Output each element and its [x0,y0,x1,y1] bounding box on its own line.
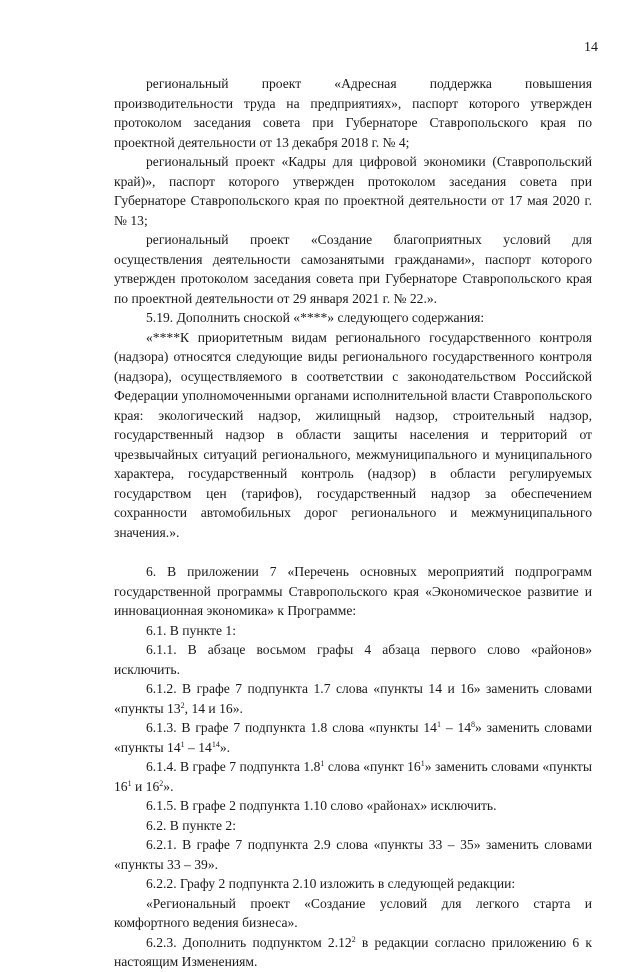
text-run: слова «пункт 16 [324,759,421,774]
paragraph-project-productivity: региональный проект «Адресная поддержка повышения производительности труда на предприятиях», паспорт которого утвержден протоколом заседания совета при Губернаторе Ставропольского края по проектной деятельности от 13 декабря 2018 г. № 4; [114,76,592,150]
paragraph-5-19: 5.19. Дополнить сноской «****» следующего содержания: [146,310,485,325]
text-run: и 16 [131,778,160,794]
text-run: 6.1.4. В графе 7 подпункта 1.8 [146,759,321,774]
paragraph-6-2: 6.2. В пункте 2: [146,817,236,833]
superscript: 2 [159,778,164,788]
page-number: 14 [584,40,598,55]
paragraph-quote-project: «Региональный проект «Создание условий для легкого старта и комфортного ведения бизнеса». [114,895,592,930]
superscript: 2 [180,700,185,710]
paragraph-footnote-text: «****К приоритетным видам регионального государственного контроля (надзора) относятся следующие виды регионального государственного контроля (надзора), осуществляемого в соответствии с законодательством Российской Федерации уполномоченными органами исполнительной власти Ставропольского края: экологический надзор, жилищный надзор, строительный надзор, государственный надзор в области защиты населения и территорий от чрезвычайных ситуаций регионального, межмуниципального и муниципального характера, государственный контроль (надзор) в области регулируемых государством цен (тарифов), государственный надзор за обеспечением сохранности автомобильных дорог регионального и межмуниципального значения.». [114,329,592,540]
superscript: 1 [127,778,132,788]
superscript: 1 [180,739,185,749]
superscript: 1 [436,720,441,729]
paragraph-6-2-2: 6.2.2. Графу 2 подпункта 2.10 изложить в следующей редакции: [146,876,516,891]
text-run: – 14 [184,739,212,755]
paragraph-6: 6. В приложении 7 «Перечень основных мероприятий подпрограмм государственной программы Ставропольского края «Экономическое развитие и инновационная экономика» к Программе: [114,564,592,618]
paragraph-6-2-1: 6.2.1. В графе 7 подпункта 2.9 слова «пункты 33 – 35» заменить словами «пункты 33 – 39». [114,837,592,872]
paragraph-project-self-employed: региональный проект «Создание благоприятных условий для осуществления деятельности самозанятыми гражданами», паспорт которого утвержден протоколом заседания совета при Губернаторе Ставропольского края по проектной деятельности от 29 января 2021 г. № 22.». [114,232,592,306]
text-run: ». [219,739,231,755]
superscript: 1 [320,759,325,768]
text-run: » заменить словами «пункты 16 [114,759,592,794]
text-run: 6.1.3. В графе 7 подпункта 1.8 слова «пункты 14 [146,720,437,735]
paragraph-6-1-1: 6.1.1. В абзаце восьмом графы 4 абзаца первого слово «районов» исключить. [114,642,592,677]
paragraph-6-1-3 [114,718,592,757]
text-run: ». [163,778,174,794]
text-run: 6.2.3. Дополнить подпунктом 2.12 [146,934,352,950]
paragraph-6-1-2 [114,679,592,718]
superscript: 14 [211,739,220,749]
superscript: 2 [351,934,356,944]
paragraph-project-digital-staff: региональный проект «Кадры для цифровой экономики (Ставропольский край)», паспорт которого утвержден протоколом заседания совета при Губернаторе Ставропольского края по проектной деятельности от 17 мая 2020 г. № 13; [114,154,592,228]
superscript: 8 [471,720,476,729]
paragraph-6-2-3 [114,933,592,972]
text-run: – 14 [440,720,472,735]
text-run: , 14 и 16». [184,700,243,716]
paragraph-6-1: 6.1. В пункте 1: [146,622,236,638]
paragraph-6-1-5: 6.1.5. В графе 2 подпункта 1.10 слово «районах» исключить. [146,798,497,813]
paragraph-6-1-4 [114,757,592,796]
text-run: в редакции согласно приложению 6 к настоящим Изменениям. [114,934,593,969]
text-run: 6.1.2. В графе 7 подпункта 1.7 слова «пункты 14 и 16» заменить словами «пункты 13 [114,681,592,716]
document-body [114,74,592,972]
text-run: » заменить словами «пункты 14 [114,720,593,755]
superscript: 1 [420,759,425,768]
